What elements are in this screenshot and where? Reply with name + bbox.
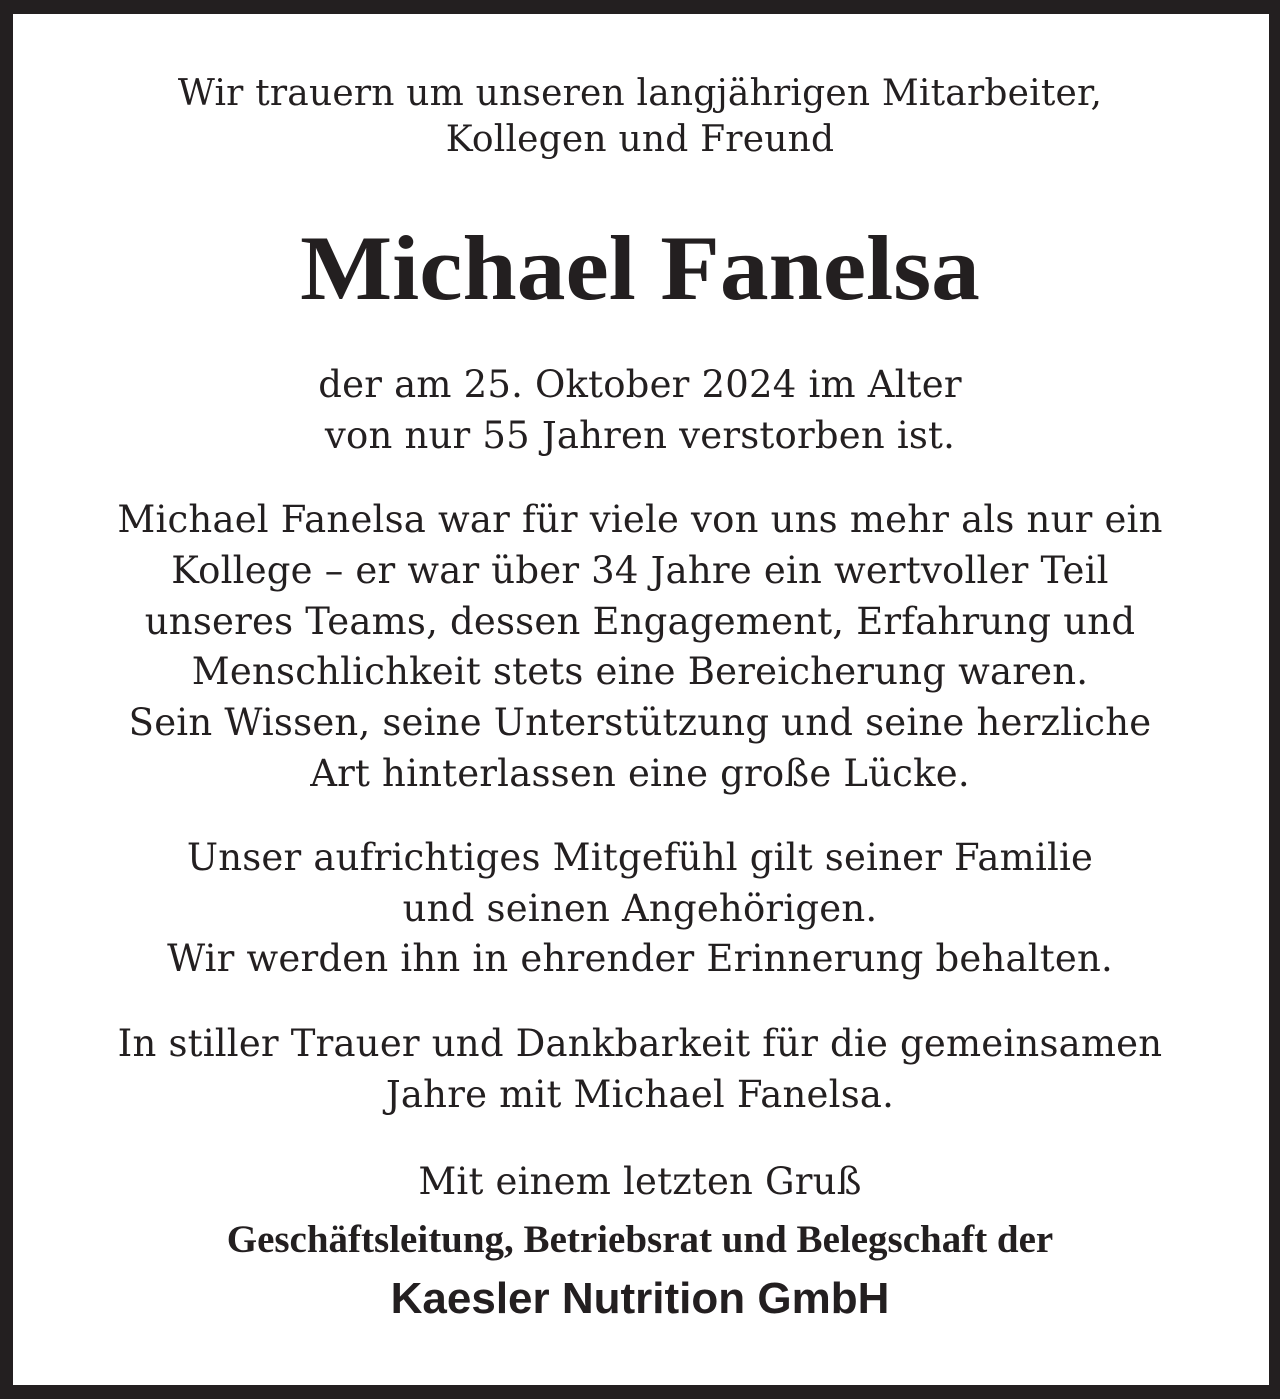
tribute-line-6: Art hinterlassen eine große Lücke. — [310, 752, 970, 795]
condolence-line-3: Wir werden ihn in ehrender Erinnerung behalten. — [167, 937, 1113, 980]
intro-line-1: Wir trauern um unseren langjährigen Mitarbeiter, — [177, 73, 1103, 114]
deceased-name: Michael Fanelsa — [300, 217, 980, 319]
mourning-line-1: In stiller Trauer und Dankbarkeit für die gemeinsamen — [117, 1022, 1163, 1065]
death-notice-line-1: der am 25. Oktober 2024 im Alter — [318, 363, 962, 406]
tribute-line-1: Michael Fanelsa war für viele von uns mehr als nur ein — [117, 498, 1163, 541]
death-notice-line-2: von nur 55 Jahren verstorben ist. — [324, 414, 956, 457]
condolence-line-1: Unser aufrichtiges Mitgefühl gilt seiner Familie — [186, 836, 1094, 879]
tribute-line-2: Kollege – er war über 34 Jahre ein wertvoller Teil — [171, 549, 1109, 592]
company-name: Kaesler Nutrition GmbH — [390, 1274, 890, 1323]
tribute-line-4: Menschlichkeit stets eine Bereicherung waren. — [191, 650, 1089, 693]
mourning-line-2: Jahre mit Michael Fanelsa. — [385, 1073, 895, 1116]
intro-line-2: Kollegen und Freund — [445, 119, 835, 160]
condolence-line-2: und seinen Angehörigen. — [402, 887, 878, 930]
tribute-line-5: Sein Wissen, seine Unterstützung und seine herzliche — [128, 701, 1152, 744]
closing-greeting: Mit einem letzten Gruß — [418, 1160, 862, 1203]
signatories: Geschäftsleitung, Betriebsrat und Belegschaft der — [226, 1218, 1054, 1261]
tribute-line-3: unseres Teams, dessen Engagement, Erfahrung und — [144, 600, 1136, 643]
